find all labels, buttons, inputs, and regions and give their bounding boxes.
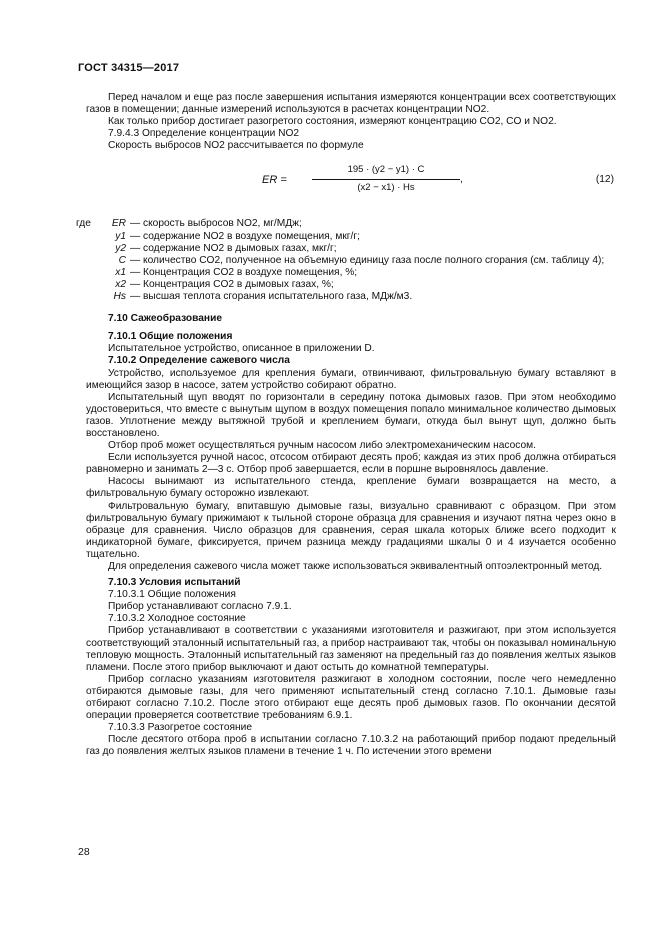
paragraph: Испытательный щуп вводят по горизонтали в середину потока дымовых газов. При этом необходимо удостовериться, что вместе с вынутым щупом в воздух помещения попало минимальное количество дымовых газов. Уплотнение между вытяжной трубой и креплением бумаги, откуда был вынут щуп, должно быть восстановлено. bbox=[86, 391, 616, 439]
subsection-heading-7-10-1: 7.10.1 Общие положения bbox=[108, 331, 233, 343]
definition-row bbox=[86, 291, 616, 303]
formula-numerator: 195 · (y2 − y1) · C bbox=[312, 164, 460, 179]
document-header: ГОСТ 34315—2017 bbox=[78, 62, 180, 74]
paragraph: Прибор согласно указаниям изготовителя разжигают в холодном состоянии, после чего немедленно отбираются дымовые газы, для чего применяют испытательный стенд согласно 7.10.1. Дымовые газы отбирают согласно 7.10.2. После этого отбирают еще десять проб дымовых газов. По окончании десятой операции проверяется соответствие требованиям 6.9.1. bbox=[86, 673, 616, 722]
symbol: y2 bbox=[115, 242, 126, 254]
clause-heading: 7.10.3.2 Холодное состояние bbox=[108, 613, 246, 625]
paragraph: Прибор устанавливают в соответствии с указаниями изготовителя и разжигают, при этом используется соответствующий эталонный испытательный газ, а прибор настраивают так, чтобы он показывал номинальную тепловую мощность. Эталонный испытательный газ заменяют на предельный газ до появления желтых языков пламени. После этого прибор выключают и дают остыть до комнатной температуры. bbox=[86, 625, 616, 673]
definition-text: — количество CO2, полученное на объемную единицу газа после полного сгорания (см. таблицу 4); bbox=[130, 254, 605, 266]
definition-text: — Концентрация CO2 в дымовых газах, %; bbox=[130, 278, 334, 290]
subsection-heading-7-10-3: 7.10.3 Условия испытаний bbox=[108, 577, 241, 589]
paragraph: Для определения сажевого числа может также использоваться эквивалентный оптоэлектронный метод. bbox=[108, 561, 603, 572]
symbol: x1 bbox=[115, 266, 126, 278]
definition-row bbox=[86, 255, 616, 267]
where-label: где bbox=[76, 218, 91, 230]
formula-fraction bbox=[312, 164, 460, 193]
paragraph: Насосы вынимают из испытательного стенда, крепление бумаги возвращается на место, а фильтровальную бумагу осторожно извлекают. bbox=[86, 476, 616, 500]
paragraph: Если используется ручной насос, отсосом отбирают десять проб; каждая из этих проб должна отбираться равномерно и занимать 2—3 с. Отбор проб завершается, если в поршне выровнялось давление. bbox=[86, 452, 616, 476]
subsection-heading: 7.9.4.3 Определение концентрации NO2 bbox=[108, 128, 300, 140]
definition-text: — высшая теплота сгорания испытательного газа, МДж/м3. bbox=[130, 291, 413, 303]
paragraph: Как только прибор достигает разогретого состояния, измеряют концентрацию CO2, CO и NO2. bbox=[108, 116, 557, 128]
definition-text: — скорость выбросов NO2, мг/МДж; bbox=[130, 218, 302, 230]
symbol: ER bbox=[111, 218, 126, 230]
definition-text: — содержание NO2 в дымовых газах, мкг/г; bbox=[130, 242, 337, 254]
definition-row bbox=[86, 243, 616, 255]
formula-12 bbox=[86, 158, 616, 214]
paragraph: После десятого отбора проб в испытании согласно 7.10.3.2 на работающий прибор подают предельный газ до появления желтых языков пламени в течение 1 ч. По истечении этого времени bbox=[86, 734, 616, 758]
section-heading-7-10: 7.10 Сажеобразование bbox=[108, 313, 222, 325]
definition-row bbox=[86, 267, 616, 279]
paragraph: Скорость выбросов NO2 рассчитывается по формуле bbox=[108, 140, 364, 152]
symbol: C bbox=[118, 254, 126, 266]
equation-number: (12) bbox=[595, 174, 614, 186]
paragraph: Фильтровальную бумагу, впитавшую дымовые газы, визуально сравнивают с образцом. При этом фильтровальную бумагу прижимают к тыльной стороне образца для сравнения и изучают пятна через окно в образце для сравнения. Число образцов для сравнения, серая шкала которых ближе всего подходит к индикаторной бумаге, фиксируется, причем разница между градациями шкалы 0 и 4 изучается особенно тщательно. bbox=[86, 500, 616, 560]
page-content bbox=[76, 92, 616, 759]
formula-comma: , bbox=[460, 174, 463, 186]
symbol: y1 bbox=[115, 230, 126, 242]
paragraph: Отбор проб может осуществляться ручным насосом либо электромеханическим насосом. bbox=[108, 440, 536, 452]
page-number: 28 bbox=[78, 846, 90, 858]
variable-definitions bbox=[76, 218, 616, 303]
definition-row bbox=[86, 218, 616, 230]
clause-heading: 7.10.3.1 Общие положения bbox=[108, 589, 236, 601]
definition-row bbox=[86, 279, 616, 291]
paragraph: Устройство, используемое для крепления бумаги, отвинчивают, фильтровальную бумагу вставляют в имеющийся зазор в насосе, затем устройство собирают обратно. bbox=[86, 367, 616, 391]
paragraph: Прибор устанавливают согласно 7.9.1. bbox=[108, 601, 292, 613]
subsection-heading-7-10-2: 7.10.2 Определение сажевого числа bbox=[108, 355, 290, 367]
definition-text: — содержание NO2 в воздухе помещения, мкг/г; bbox=[130, 230, 360, 242]
paragraph: Испытательное устройство, описанное в приложении D. bbox=[108, 343, 375, 355]
symbol: Hs bbox=[113, 291, 126, 303]
formula-denominator: (x2 − x1) · Hs bbox=[357, 181, 415, 193]
definition-row bbox=[86, 231, 616, 243]
paragraph: Перед началом и еще раз после завершения испытания измеряются концентрации всех соответствующих газов в помещении; данные измерений используются в расчетах концентрации NO2. bbox=[86, 92, 616, 116]
formula-lhs: ER = bbox=[262, 174, 287, 187]
symbol: x2 bbox=[115, 278, 126, 290]
clause-heading: 7.10.3.3 Разогретое состояние bbox=[108, 722, 252, 734]
definition-text: — Концентрация CO2 в воздухе помещения, %; bbox=[130, 266, 358, 278]
